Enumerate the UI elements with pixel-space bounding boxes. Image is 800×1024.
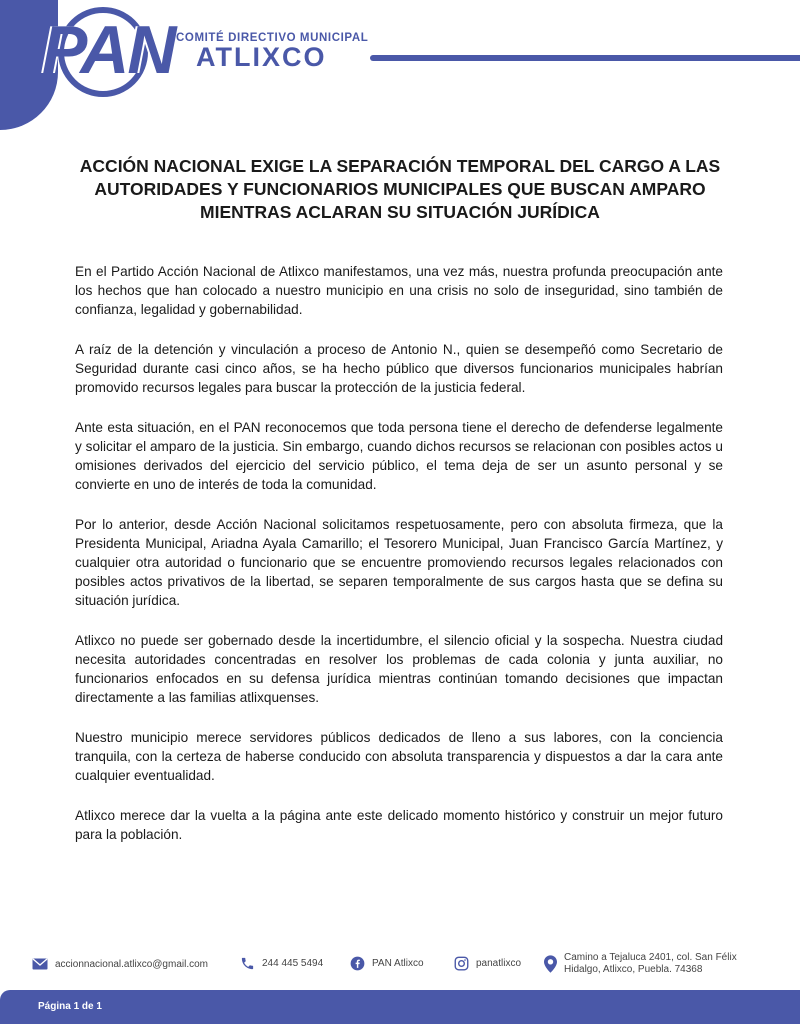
mail-icon [32, 958, 48, 970]
pan-logo-text: PAN [42, 12, 175, 88]
phone-text: 244 445 5494 [262, 958, 324, 969]
facebook-text: PAN Atlixco [372, 958, 424, 969]
location-pin-icon [544, 955, 557, 973]
committee-name: COMITÉ DIRECTIVO MUNICIPAL [176, 32, 369, 44]
header-rule [370, 55, 800, 61]
paragraph-1: En el Partido Acción Nacional de Atlixco manifestamos, una vez más, nuestra profunda preocupación ante los hechos que han colocado a nuestro municipio en una crisis no solo de inseguridad, sino también de confianza, legalidad y gobernabilidad. [75, 264, 723, 317]
document-title: ACCIÓN NACIONAL EXIGE LA SEPARACIÓN TEMPORAL DEL CARGO A LAS AUTORIDADES Y FUNCIONARIOS MUNICIPALES QUE BUSCAN AMPARO MIENTRAS ACLARAN SU SITUACIÓN JURÍDICA [79, 156, 721, 222]
instagram-text: panatlixco [476, 958, 522, 969]
page-number: Página 1 de 1 [38, 1001, 102, 1012]
address-line-2: Hidalgo, Atlixco, Puebla. 74368 [564, 964, 703, 975]
paragraph-5: Atlixco no puede ser gobernado desde la incertidumbre, el silencio oficial y la sospecha. Nuestra ciudad necesita autoridades concentradas en resolver los problemas de cada colonia y junta auxiliar, no funcionarios enfocados en su defensa jurídica mientras continúan tomando decisiones que impactan directamente a las familias atlixquenses. [75, 633, 723, 705]
city-name: ATLIXCO [196, 42, 327, 72]
bottom-bar [0, 990, 800, 1024]
footer-email [32, 958, 208, 970]
footer-address [544, 952, 737, 976]
footer-phone [240, 956, 323, 971]
paragraph-3: Ante esta situación, en el PAN reconocemos que toda persona tiene el derecho de defenderse legalmente y solicitar el amparo de la justicia. Sin embargo, cuando dichos recursos se relacionan con posibles actos u omisiones derivados del ejercicio del servicio público, el tema deja de ser un asunto personal y se convierte en uno de interés de toda la comunidad. [75, 420, 723, 492]
document-body [75, 262, 723, 865]
address-text [564, 952, 737, 976]
contact-footer [32, 952, 772, 982]
instagram-icon [454, 956, 469, 971]
footer-instagram [454, 956, 521, 971]
facebook-icon [350, 956, 365, 971]
paragraph-6: Nuestro municipio merece servidores públicos dedicados de lleno a sus labores, con la conciencia tranquila, con la certeza de haberse conducido con absoluta transparencia y dispuestos a dar la cara ante cualquier eventualidad. [75, 730, 723, 783]
email-text: accionnacional.atlixco@gmail.com [55, 958, 208, 970]
address-line-1: Camino a Tejaluca 2401, col. San Félix [564, 952, 737, 963]
paragraph-4: Por lo anterior, desde Acción Nacional solicitamos respetuosamente, pero con absoluta firmeza, que la Presidenta Municipal, Ariadna Ayala Camarillo; el Tesorero Municipal, Juan Francisco García Martínez, y cualquier otra autoridad o funcionario que se encuentre promoviendo recursos legales relacionados con posibles actos privativos de la libertad, se separen temporalmente de sus cargos hasta que se defina su situación jurídica. [75, 517, 723, 608]
paragraph-2: A raíz de la detención y vinculación a proceso de Antonio N., quien se desempeñó como Secretario de Seguridad durante casi cinco años, se ha hecho público que diversos funcionarios municipales habrían promovido recursos legales para buscar la protección de la justicia federal. [75, 342, 723, 395]
paragraph-7: Atlixco merece dar la vuelta a la página ante este delicado momento histórico y construir un mejor futuro para la población. [75, 808, 723, 842]
phone-icon [240, 956, 255, 971]
footer-facebook [350, 956, 424, 971]
